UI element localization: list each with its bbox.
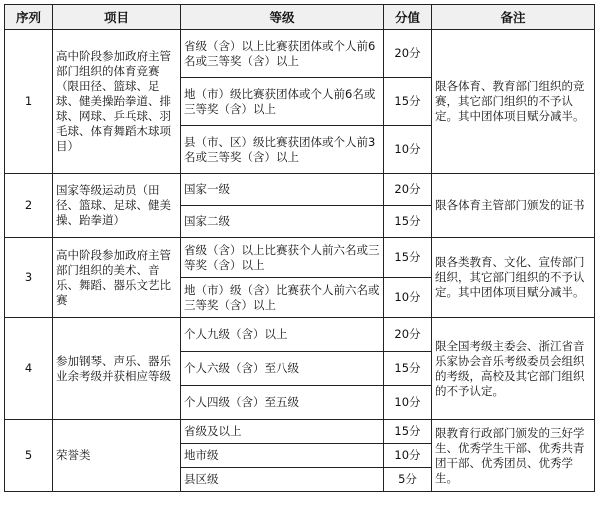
score-cell: 20分 bbox=[384, 30, 432, 78]
seq-cell: 5 bbox=[5, 420, 53, 492]
score-cell: 20分 bbox=[384, 318, 432, 352]
header-score: 分值 bbox=[384, 5, 432, 30]
score-cell: 15分 bbox=[384, 420, 432, 444]
level-cell: 省级（含）以上比赛获团体或个人前6名或三等奖（含）以上 bbox=[181, 30, 384, 78]
criteria-table bbox=[4, 4, 595, 492]
score-cell: 10分 bbox=[384, 126, 432, 174]
score-cell: 15分 bbox=[384, 352, 432, 386]
level-cell: 地（市）级（含）比赛获个人前六名或三等奖（含）以上 bbox=[181, 278, 384, 318]
level-cell: 国家二级 bbox=[181, 206, 384, 238]
note-cell: 限教育行政部门颁发的三好学生、优秀学生干部、优秀共青团干部、优秀团员、优秀学生。 bbox=[432, 420, 595, 492]
score-cell: 15分 bbox=[384, 238, 432, 278]
header-note: 备注 bbox=[432, 5, 595, 30]
score-cell: 5分 bbox=[384, 468, 432, 492]
item-cell: 荣誉类 bbox=[53, 420, 181, 492]
score-cell: 15分 bbox=[384, 78, 432, 126]
level-cell: 县区级 bbox=[181, 468, 384, 492]
level-cell: 省级（含）以上比赛获个人前六名或三等奖（含）以上 bbox=[181, 238, 384, 278]
table-row bbox=[5, 420, 595, 444]
seq-cell: 3 bbox=[5, 238, 53, 318]
table-row bbox=[5, 318, 595, 352]
level-cell: 省级及以上 bbox=[181, 420, 384, 444]
level-cell: 地（市）级比赛获团体或个人前6名或三等奖（含）以上 bbox=[181, 78, 384, 126]
item-cell: 参加钢琴、声乐、器乐业余考级并获相应等级 bbox=[53, 318, 181, 420]
header-seq: 序列 bbox=[5, 5, 53, 30]
item-cell: 高中阶段参加政府主管部门组织的体育竞赛（限田径、篮球、足球、健美操跆拳道、排球、网球、乒乓球、羽毛球、体育舞蹈木球项目） bbox=[53, 30, 181, 174]
header-item: 项目 bbox=[53, 5, 181, 30]
level-cell: 县（市、区）级比赛获团体或个人前3名或三等奖（含）以上 bbox=[181, 126, 384, 174]
header-row bbox=[5, 5, 595, 30]
table-row bbox=[5, 30, 595, 78]
seq-cell: 1 bbox=[5, 30, 53, 174]
header-level: 等级 bbox=[181, 5, 384, 30]
item-cell: 高中阶段参加政府主管部门组织的美术、音乐、舞蹈、器乐文艺比赛 bbox=[53, 238, 181, 318]
level-cell: 国家一级 bbox=[181, 174, 384, 206]
note-cell: 限各类教育、文化、宣传部门组织，其它部门组织的不予认定。其中团体项目赋分减半。 bbox=[432, 238, 595, 318]
level-cell: 个人九级（含）以上 bbox=[181, 318, 384, 352]
table-row bbox=[5, 238, 595, 278]
seq-cell: 4 bbox=[5, 318, 53, 420]
score-cell: 10分 bbox=[384, 444, 432, 468]
level-cell: 地市级 bbox=[181, 444, 384, 468]
note-cell: 限各体育主管部门颁发的证书 bbox=[432, 174, 595, 238]
score-cell: 20分 bbox=[384, 174, 432, 206]
score-cell: 10分 bbox=[384, 278, 432, 318]
score-cell: 10分 bbox=[384, 386, 432, 420]
level-cell: 个人四级（含）至五级 bbox=[181, 386, 384, 420]
note-cell: 限全国考级主委会、浙江省音乐家协会音乐考级委员会组织的考级，高校及其它部门组织的不予认定。 bbox=[432, 318, 595, 420]
score-cell: 15分 bbox=[384, 206, 432, 238]
seq-cell: 2 bbox=[5, 174, 53, 238]
note-cell: 限各体育、教育部门组织的竞赛，其它部门组织的不予认定。其中团体项目赋分减半。 bbox=[432, 30, 595, 174]
table-row bbox=[5, 174, 595, 206]
item-cell: 国家等级运动员（田径、篮球、足球、健美操、跆拳道） bbox=[53, 174, 181, 238]
level-cell: 个人六级（含）至八级 bbox=[181, 352, 384, 386]
